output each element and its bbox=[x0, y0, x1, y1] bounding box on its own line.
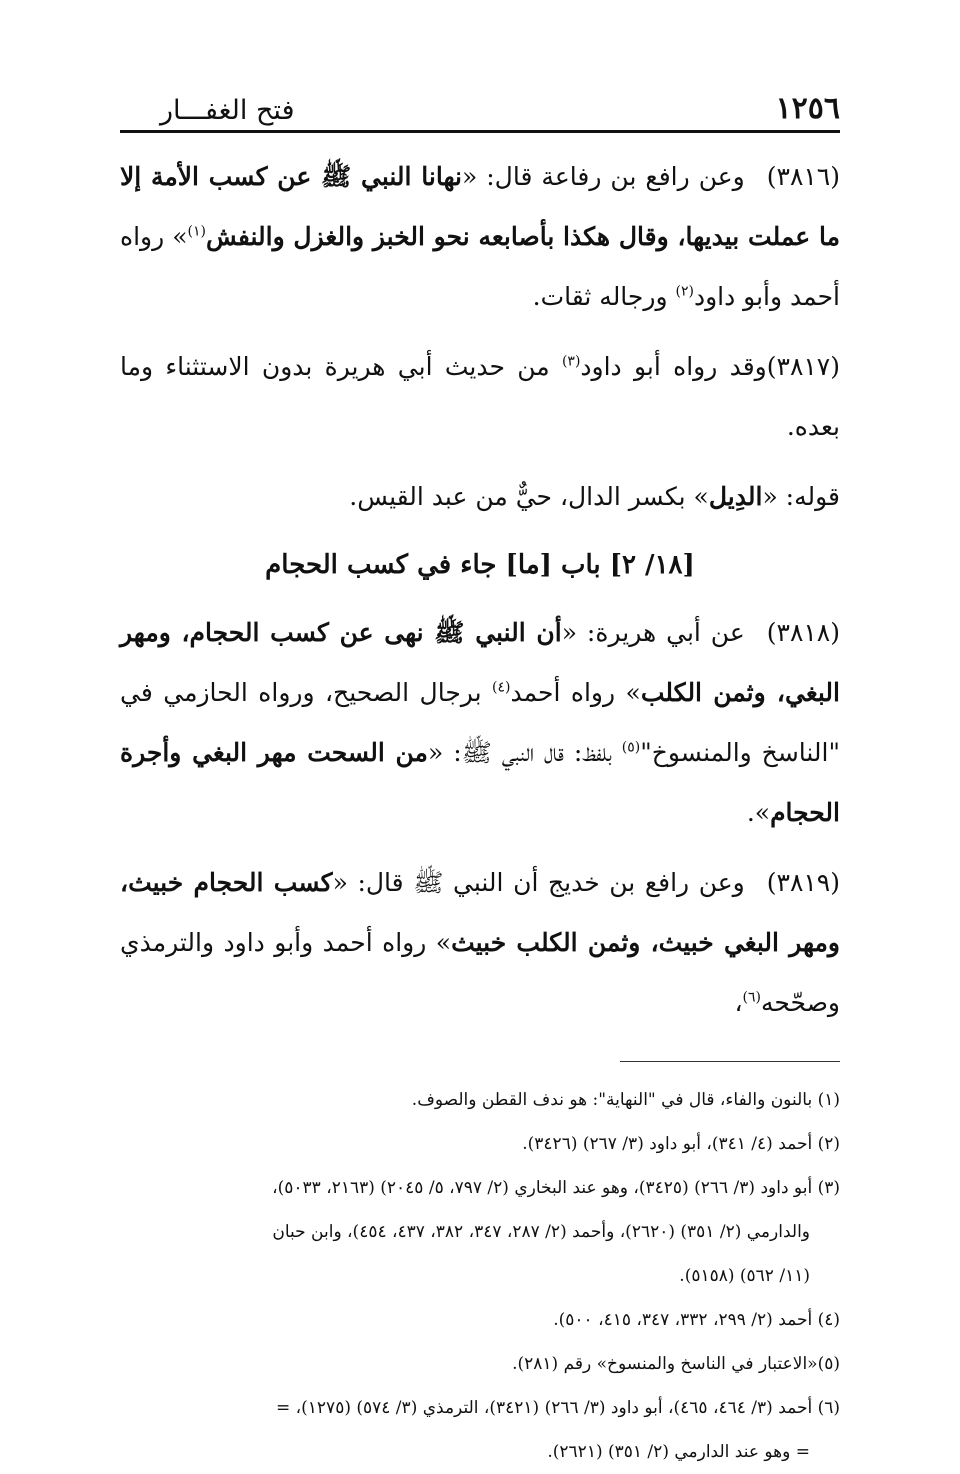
footnote-5: (٥)«الاعتبار في الناسخ والمنسوخ» رقم (٢٨١). bbox=[512, 1354, 840, 1374]
footnote-ref: (٣) bbox=[561, 353, 581, 370]
hadith-matn: نهانا النبي ﷺ عن كسب الأمة إلا ما عملت بيديها، وقال هكذا بأصابعه نحو الخبز والغزل والنفش bbox=[120, 162, 840, 251]
footnote-ref: (٤) bbox=[492, 679, 511, 696]
footnote-separator bbox=[620, 1061, 840, 1062]
footnote-3-cont: (١١/ ٥٦٢) (٥١٥٨). bbox=[679, 1266, 810, 1286]
hadith-number: (٣٨١٧) bbox=[766, 352, 840, 381]
hadith-3818: (٣٨١٨)عن أبي هريرة: «أن النبي ﷺ نهى عن كسب الحجام، ومهر البغي، وثمن الكلب» رواه أحمد$^{(٤)}$ برجال الصحيح، ورواه الحازمي في "الناسخ والمنسوخ"$^{(٥)}$ بلفظ: قال النبي ﷺ: «من السحت مهر البغي وأجرة الحجام». bbox=[120, 618, 840, 827]
section-title: [١٨/ ٢] باب [ما] جاء في كسب الحجام bbox=[265, 550, 695, 580]
hadith-matn: أن النبي ﷺ نهى عن كسب الحجام، ومهر البغي، وثمن الكلب bbox=[120, 618, 840, 707]
footnotes bbox=[120, 1078, 840, 1474]
footnote-ref: (١) bbox=[187, 223, 206, 240]
hadith-3819: (٣٨١٩)وعن رافع بن خديج أن النبي ﷺ قال: «كسب الحجام خبيث، ومهر البغي خبيث، وثمن الكلب خبيث» رواه أحمد وأبو داود والترمذي وصحّحه$^{(٦)}$، bbox=[120, 868, 840, 1017]
explanation-line: قوله: «الدِيل» بكسر الدال، حيٌّ من عبد القيس. bbox=[349, 482, 840, 511]
footnote-ref: (٥) bbox=[621, 739, 641, 756]
page bbox=[120, 90, 840, 1474]
footnote-ref: (٢) bbox=[675, 283, 694, 300]
footnote-6-cont: = وهو عند الدارمي (٢/ ٣٥١) (٢٦٢١). bbox=[547, 1442, 810, 1462]
footnote-ref: (٦) bbox=[742, 989, 762, 1006]
running-title: فتح الغفـــار bbox=[160, 95, 295, 126]
footnote-1: (١) بالنون والفاء، قال في "النهاية": هو ندف القطن والصوف. bbox=[411, 1090, 840, 1110]
hadith-3816: (٣٨١٦)وعن رافع بن رفاعة قال: «نهانا النبي ﷺ عن كسب الأمة إلا ما عملت بيديها، وقال هكذا بأصابعه نحو الخبز والغزل والنفش$^{(١)}$» رواه أحمد وأبو داود$^{(٢)}$ ورجاله ثقات. bbox=[120, 162, 840, 311]
footnote-2: (٢) أحمد (٤/ ٣٤١)، أبو داود (٣/ ٢٦٧) (٣٤٢٦). bbox=[522, 1134, 840, 1154]
footnote-6: (٦) أحمد (٣/ ٤٦٤، ٤٦٥)، أبو داود (٣/ ٢٦٦) (٣٤٢١)، الترمذي (٣/ ٥٧٤) (١٢٧٥)، = bbox=[276, 1398, 840, 1418]
main-text bbox=[120, 147, 840, 1033]
footnote-3-cont: والدارمي (٢/ ٣٥١) (٢٦٢٠)، وأحمد (٢/ ٢٨٧، ٣٤٧، ٣٨٢، ٤٣٧، ٤٥٤)، وابن حبان bbox=[272, 1222, 810, 1242]
page-header bbox=[120, 90, 840, 133]
page-number: ١٢٥٦ bbox=[775, 91, 840, 126]
hadith-number: (٣٨١٩) bbox=[766, 868, 840, 897]
hadith-number: (٣٨١٦) bbox=[766, 162, 840, 191]
hadith-3817: (٣٨١٧)وقد رواه أبو داود$^{(٣)}$ من حديث أبي هريرة بدون الاستثناء وما بعده. bbox=[120, 352, 840, 441]
hadith-number: (٣٨١٨) bbox=[766, 618, 840, 647]
footnote-4: (٤) أحمد (٢/ ٢٩٩، ٣٣٢، ٣٤٧، ٤١٥، ٥٠٠). bbox=[553, 1310, 840, 1330]
hadith-matn: كسب الحجام خبيث، ومهر البغي خبيث، وثمن الكلب خبيث bbox=[120, 868, 840, 957]
footnote-3: (٣) أبو داود (٣/ ٢٦٦) (٣٤٢٥)، وهو عند البخاري (٢/ ٧٩٧، ٥/ ٢٠٤٥) (٢١٦٣، ٥٠٣٣)، bbox=[272, 1178, 840, 1198]
